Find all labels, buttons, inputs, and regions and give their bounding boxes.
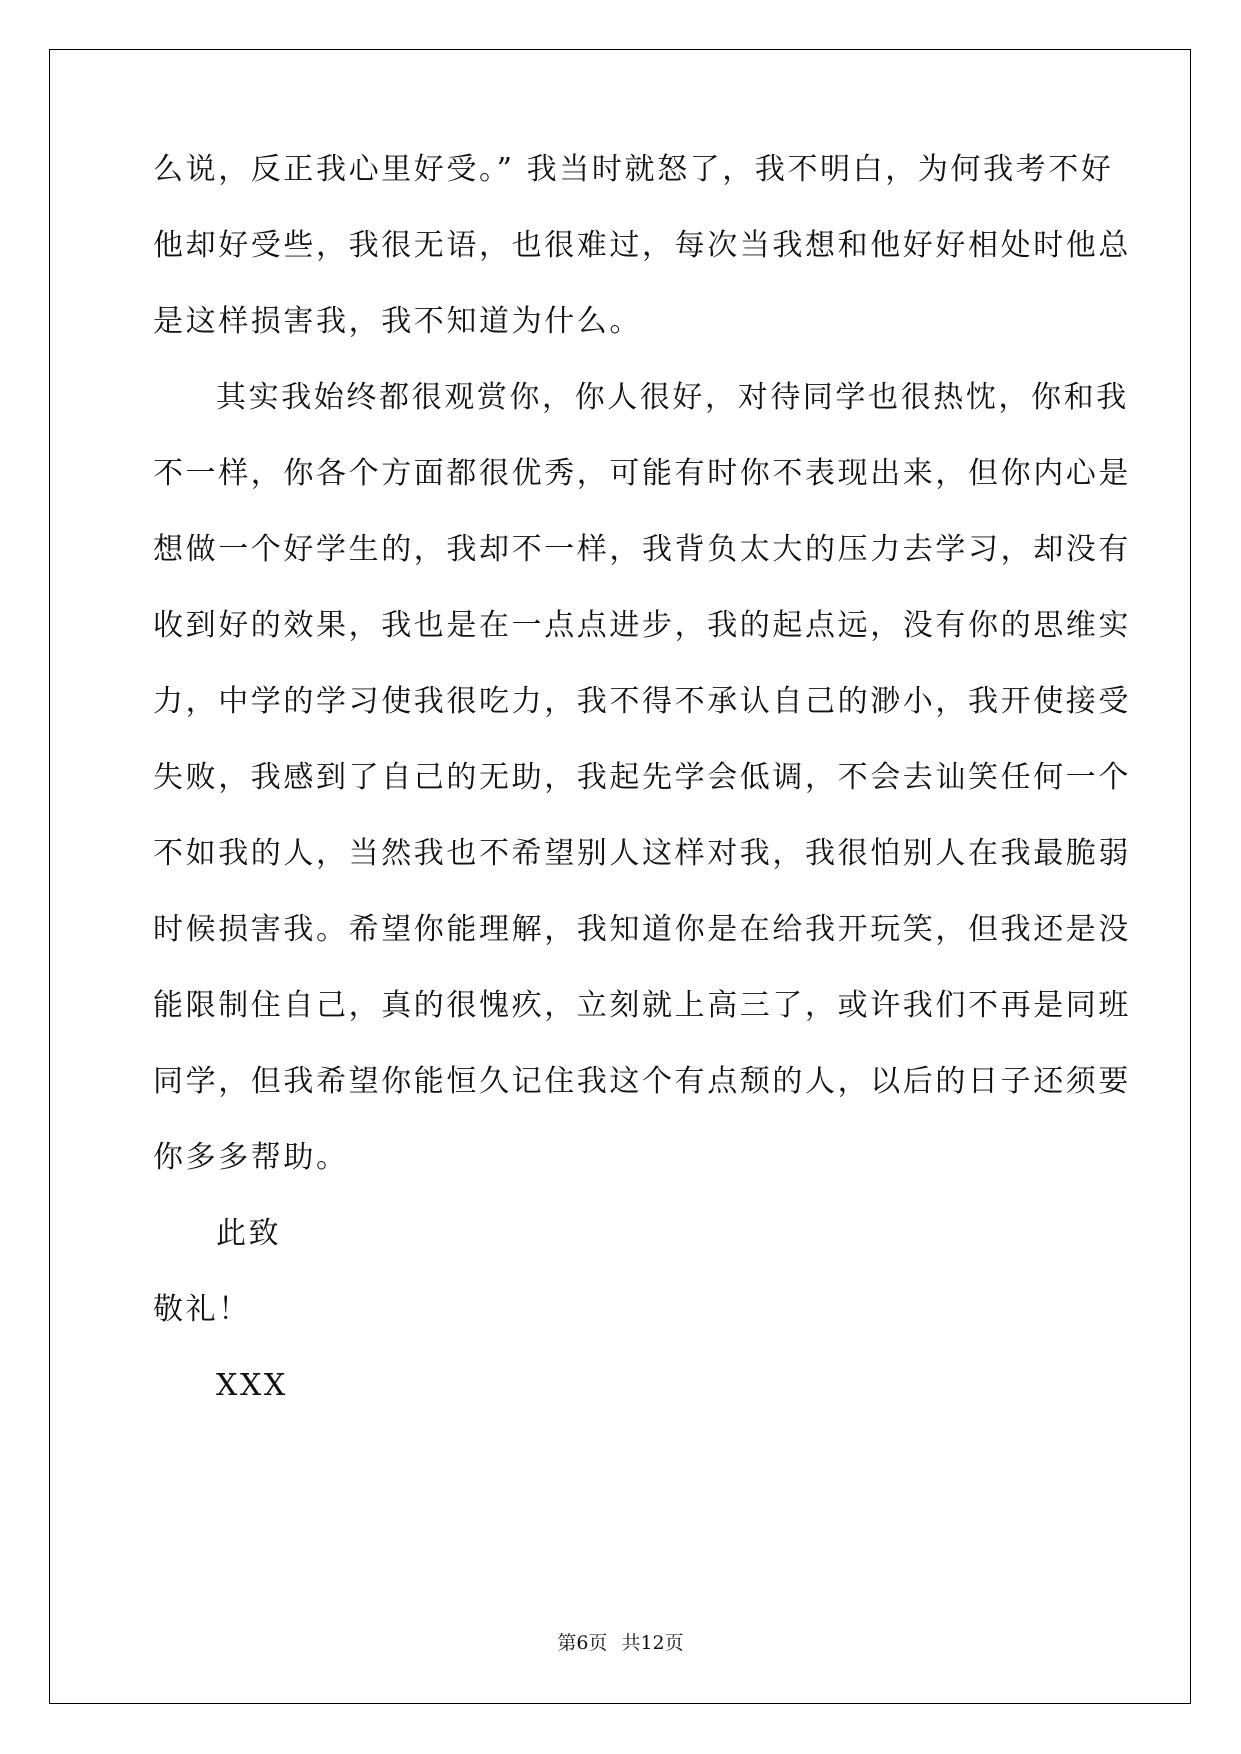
text-line: 其实我始终都很观赏你，你人很好，对待同学也很热忱，你和我 bbox=[216, 380, 1129, 415]
text-line: 么说，反正我心里好受。” 我当时就怒了，我不明白，为何我考不好 bbox=[153, 152, 1114, 187]
closing-text: 此致 bbox=[216, 1216, 282, 1251]
text-line: 你多多帮助。 bbox=[153, 1140, 349, 1175]
text-line: 力，中学的学习使我很吃力，我不得不承认自己的渺小，我开使接受 bbox=[153, 684, 1131, 719]
text-line: 失败，我感到了自己的无助，我起先学会低调，不会去讪笑任何一个 bbox=[153, 760, 1131, 795]
text-line: 不如我的人，当然我也不希望别人这样对我，我很怕别人在我最脆弱 bbox=[153, 836, 1131, 871]
page-border bbox=[49, 49, 1191, 1704]
text-line: 是这样损害我，我不知道为什么。 bbox=[153, 304, 642, 339]
text-line: 他却好受些，我很无语，也很难过，每次当我想和他好好相处时他总 bbox=[153, 228, 1131, 263]
text-line: 时候损害我。希望你能理解，我知道你是在给我开玩笑，但我还是没 bbox=[153, 912, 1131, 947]
page-footer bbox=[0, 1628, 1241, 1655]
salutation-text: 敬礼！ bbox=[153, 1292, 251, 1327]
text-line: 同学，但我希望你能恒久记住我这个有点颓的人，以后的日子还须要 bbox=[153, 1064, 1131, 1099]
text-line: 不一样，你各个方面都很优秀，可能有时你不表现出来，但你内心是 bbox=[153, 456, 1131, 491]
signature-text: XXX bbox=[216, 1368, 288, 1403]
text-line: 能限制住自己，真的很愧疚，立刻就上高三了，或许我们不再是同班 bbox=[153, 988, 1131, 1023]
text-line: 收到好的效果，我也是在一点点进步，我的起点远，没有你的思维实 bbox=[153, 608, 1131, 643]
page-number-total: 共12页 bbox=[621, 1632, 684, 1654]
text-line: 想做一个好学生的，我却不一样，我背负太大的压力去学习，却没有 bbox=[153, 532, 1131, 567]
page-number-current: 第6页 bbox=[557, 1632, 608, 1654]
